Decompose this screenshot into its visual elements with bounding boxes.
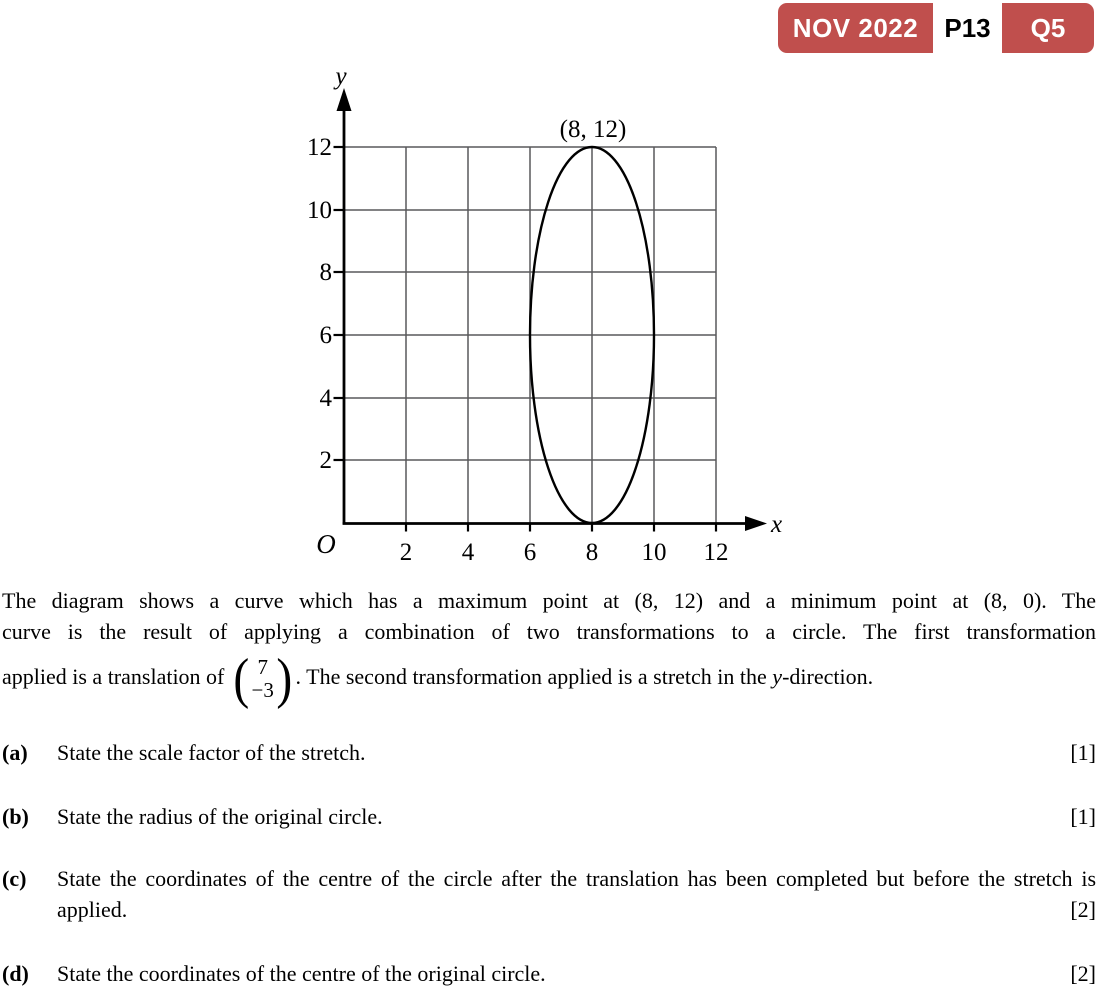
y-tick-label: 10 (307, 197, 332, 224)
x-axis-label: x (771, 511, 783, 538)
part-b-marks: [1] (1070, 804, 1096, 829)
graph-figure (270, 70, 790, 575)
translation-vector (232, 647, 294, 710)
part-a-marks: [1] (1070, 740, 1096, 765)
line3-after: . The second transformation applied is a stretch in the (295, 664, 773, 689)
part-c-text: State the coordinates of the centre of the circle after the translation has been completed but before the stretch is applied. (57, 866, 1096, 922)
part-b-text: State the radius of the original circle. (57, 804, 383, 829)
line3-end: -direction. (782, 664, 874, 689)
y-tick-label: 4 (319, 385, 332, 412)
origin-label: O (316, 529, 336, 559)
x-axis-arrow-icon (745, 516, 767, 531)
intro-line-1: The diagram shows a curve which has a maximum point at (8, 12) and a minimum point at (8, 0). The (2, 588, 1096, 613)
badge-question-label: Q5 (1030, 12, 1066, 43)
x-tick-label: 8 (585, 539, 599, 566)
x-tick-label: 12 (703, 539, 729, 566)
part-c (2, 863, 1096, 925)
line3-before: applied is a translation of (2, 664, 230, 689)
question-badge (778, 3, 1094, 53)
part-a-text: State the scale factor of the stretch. (57, 740, 366, 765)
x-tick-label: 6 (523, 539, 537, 566)
y-tick-label: 2 (319, 447, 332, 474)
part-a (2, 737, 1096, 768)
vector-right-paren: ) (276, 647, 293, 710)
max-point-label: (8, 12) (559, 116, 627, 143)
badge-session-label: NOV 2022 (792, 12, 919, 43)
part-a-label: (a) (2, 740, 28, 765)
x-tick-label: 10 (641, 539, 667, 566)
part-d (2, 958, 1096, 986)
vector-left-paren: ( (233, 647, 250, 710)
intro-line-2: curve is the result of applying a combination of two transformations to a circle. The first transformation (2, 619, 1096, 644)
part-c-marks: [2] (1070, 897, 1096, 922)
part-b (2, 801, 1096, 832)
y-axis-label: y (335, 70, 347, 90)
part-c-label: (c) (2, 866, 27, 891)
line3-y-variable: y (772, 664, 783, 689)
part-d-text: State the coordinates of the centre of the original circle. (57, 961, 546, 986)
part-b-label: (b) (2, 804, 29, 829)
y-tick-label: 8 (319, 259, 332, 286)
x-tick-label: 4 (461, 539, 475, 566)
part-d-marks: [2] (1070, 961, 1096, 986)
part-d-label: (d) (2, 961, 29, 986)
badge-paper-label: P13 (933, 3, 1002, 53)
vector-bottom-value: −3 (251, 677, 274, 702)
x-tick-label: 2 (399, 539, 413, 566)
y-tick-label: 12 (307, 134, 332, 161)
vector-top-value: 7 (257, 654, 268, 679)
y-tick-label: 6 (319, 322, 332, 349)
tick-marks (334, 147, 717, 532)
intro-line-3 (2, 646, 1096, 708)
y-axis-arrow-icon (337, 88, 352, 111)
